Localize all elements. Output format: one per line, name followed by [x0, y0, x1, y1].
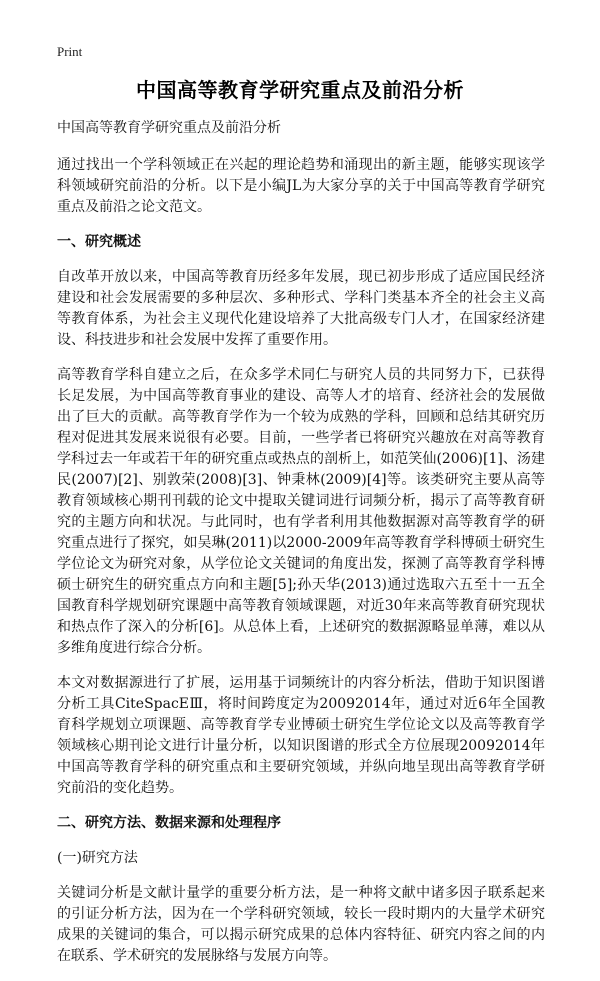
overview-paragraph-3: 本文对数据源进行了扩展，运用基于词频统计的内容分析法，借助于知识图谱分析工具CiteSpacEⅢ，将时间跨度定为20092014年，通过对近6年全国教育科学规划立项课题、高等教育学专业博硕士研究生学位论文以及高等教育学领域核心期刊论文进行计量分析，以知识图谱的形式全方位展现20092014年中国高等教育学科的研究重点和主要研究领域，并纵向地呈现出高等教育学研究前沿的变化趋势。 — [57, 675, 545, 796]
page-title: 中国高等教育学研究重点及前沿分析 — [136, 78, 464, 102]
overview-paragraph-1: 自改革开放以来，中国高等教育历经多年发展，现已初步形成了适应国民经济建设和社会发展需要的多种层次、多种形式、学科门类基本齐全的社会主义高等教育体系，为社会主义现代化建设培养了大批高级专门人才，在国家经济建设、科技进步和社会发展中发挥了重要作用。 — [57, 269, 545, 348]
section-heading-overview: 一、研究概述 — [57, 234, 141, 250]
methods-paragraph-1: 关键词分析是文献计量学的重要分析方法，是一种将文献中诸多因子联系起来的引证分析方法，因为在一个学科研究领域，较长一段时期内的大量学术研究成果的关键词的集合，可以揭示研究成果的总体内容特征、研究内容之间的内在联系、学术研究的发展脉络与发展方向等。 — [57, 885, 545, 964]
article-subtitle: 中国高等教育学研究重点及前沿分析 — [57, 120, 281, 136]
overview-paragraph-2: 高等教育学科自建立之后，在众多学术同仁与研究人员的共同努力下，已获得长足发展，为中国高等教育事业的建设、高等人才的培育、经济社会的发展做出了巨大的贡献。高等教育学作为一个较为成熟的学科，回顾和总结其研究历程对促进其发展来说很有必要。目前，一些学者已将研究兴趣放在对高等教育学科过去一年或若干年的研究重点或热点的剖析上，如范笑仙(2006)[1]、汤建民(2007)[2]、别敦荣(2008)[3]、钟秉林(2009)[4]等。该类研究主要从高等教育领域核心期刊刊载的论文中提取关键词进行词频分析，揭示了高等教育研究的主题方向和状况。与此同时，也有学者利用其他数据源对高等教育学的研究重点进行了探究，如吴琳(2011)以2000-2009年高等教育学科博硕士研究生学位论文为研究对象，从学位论文关键词的角度出发，探测了高等教育学科博硕士研究生的研究重点方向和主题[5];孙天华(2013)通过选取六五至十一五全国教育科学规划研究课题中高等教育领域课题，对近30年来高等教育研究现状和热点作了深入的分析[6]。从总体上看，上述研究的数据源略显单薄，难以从多维角度进行综合分析。 — [57, 367, 545, 656]
section-heading-methods: 二、研究方法、数据来源和处理程序 — [57, 815, 281, 831]
intro-paragraph: 通过找出一个学科领域正在兴起的理论趋势和涌现出的新主题，能够实现该学科领域研究前沿的分析。以下是小编JL为大家分享的关于中国高等教育学研究重点及前沿之论文范文。 — [57, 157, 545, 215]
article-body — [57, 118, 545, 981]
print-link[interactable]: Print — [57, 44, 83, 59]
subsection-heading-methods: (一)研究方法 — [57, 850, 138, 866]
